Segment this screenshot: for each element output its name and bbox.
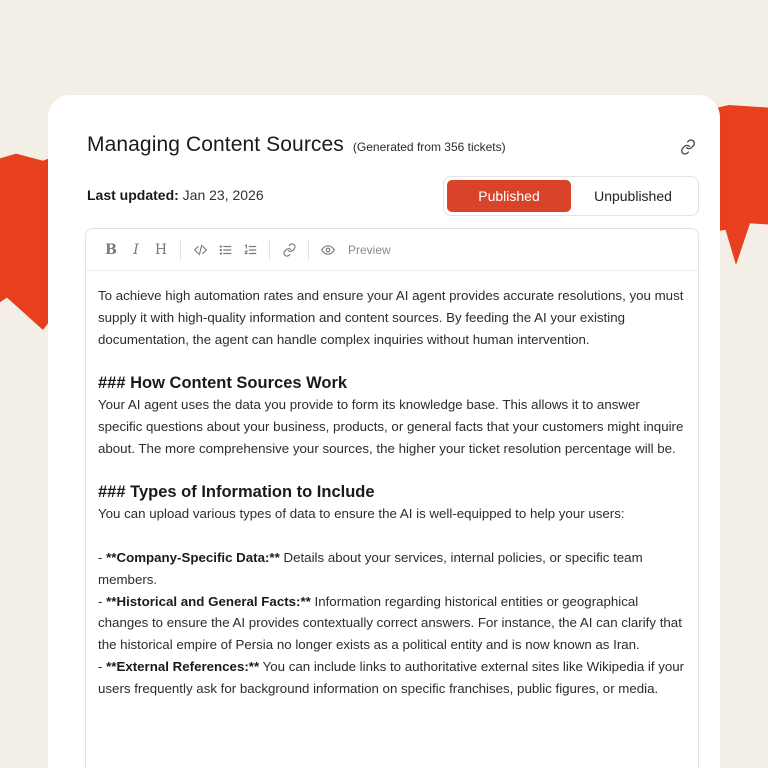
list-item: - **Historical and General Facts:** Information regarding historical entities or geographical changes to ensure the AI provides contextually correct answers. For instance, the AI can clarify that the historical empire of Persia no longer exists as a political entity and is now known as Iran. [98, 593, 682, 653]
heading-icon[interactable]: H [154, 241, 168, 258]
list-item: - **Company-Specific Data:** Details about your services, internal policies, or specific team members. [98, 549, 643, 587]
list-item-label: **Historical and General Facts:** [106, 593, 311, 609]
link-icon[interactable] [680, 139, 696, 155]
bold-icon[interactable]: B [105, 241, 117, 258]
list-item-label: **Company-Specific Data:** [106, 549, 280, 565]
editor-toolbar [86, 229, 698, 271]
unpublished-option[interactable]: Unpublished [594, 188, 672, 204]
toolbar-divider [180, 240, 181, 260]
intro-paragraph: To achieve high automation rates and ensure your AI agent provides accurate resolutions, you must supply it with high-quality information and content sources. By feeding the AI your existing documentation, the agent can handle complex inquiries without human intervention. [98, 288, 684, 347]
article-card [48, 95, 720, 768]
publish-status-toggle [443, 176, 699, 216]
preview-button[interactable]: Preview [348, 242, 391, 257]
section-heading: ### How Content Sources Work [98, 374, 348, 393]
title-row [87, 133, 696, 163]
code-icon[interactable] [189, 238, 211, 262]
section-paragraph: Your AI agent uses the data you provide to form its knowledge base. This allows it to answer specific questions about your business, products, or general facts that your customers might inquire about. The more comprehensive your sources, the higher your ticket resolution percentage will be. [98, 397, 684, 456]
markdown-editor [85, 228, 699, 768]
last-updated [87, 187, 264, 203]
eye-icon[interactable] [317, 238, 339, 262]
page-title: Managing Content Sources [87, 133, 344, 156]
editor-content[interactable] [86, 271, 698, 700]
link-icon[interactable] [278, 238, 300, 262]
bullet-list-icon[interactable] [214, 238, 236, 262]
toolbar-divider [308, 240, 309, 260]
last-updated-value: Jan 23, 2026 [182, 187, 264, 203]
list-item: - **External References:** You can include links to authoritative external sites like Wikipedia if your users frequently ask for background information on specific franchises, public figures, or media. [98, 658, 685, 696]
list-item-label: **External References:** [106, 658, 260, 674]
toolbar-divider [269, 240, 270, 260]
published-option[interactable]: Published [447, 180, 571, 212]
italic-icon[interactable]: I [133, 241, 139, 258]
ticket-count-subtitle: (Generated from 356 tickets) [352, 140, 506, 154]
section-heading: ### Types of Information to Include [98, 483, 375, 502]
numbered-list-icon[interactable] [239, 238, 261, 262]
section-paragraph: You can upload various types of data to ensure the AI is well-equipped to help your users: [98, 506, 625, 522]
last-updated-label: Last updated: [87, 187, 179, 203]
